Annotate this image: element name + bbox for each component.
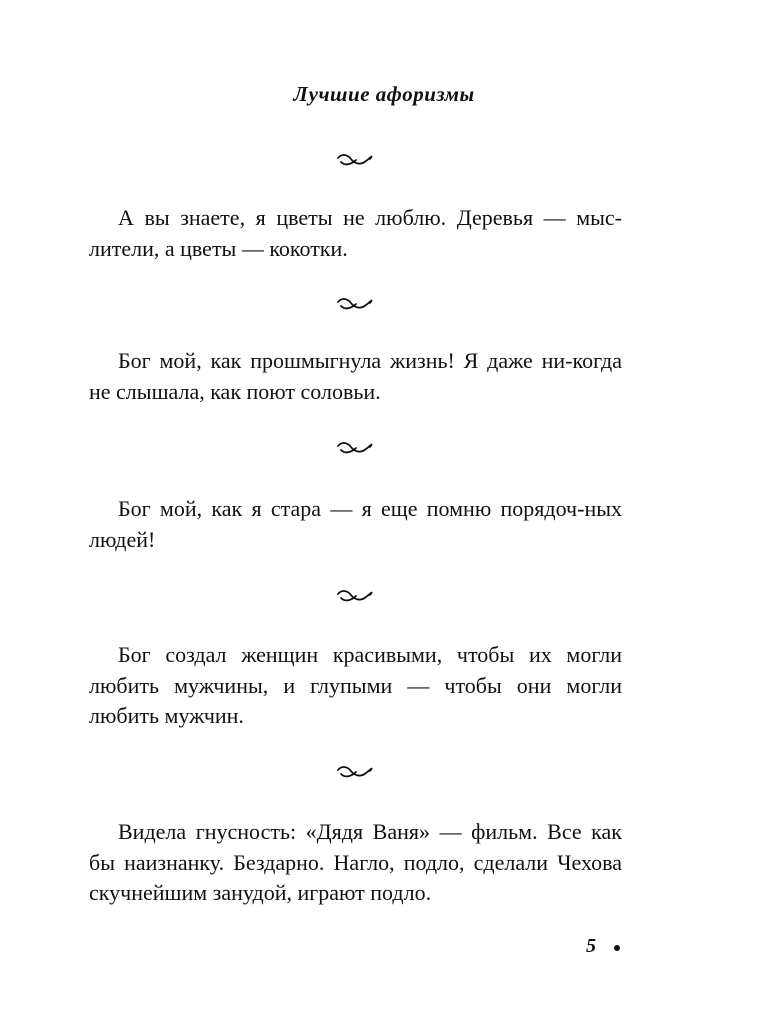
bullet-dot-icon [614, 945, 620, 951]
swash-ornament-icon [336, 440, 376, 456]
aphorism-text: Бог мой, как я стара — я еще помню порядоч-ных людей! [89, 496, 622, 552]
aphorism-text: Бог мой, как прошмыгнула жизнь! Я даже ни-когда не слышала, как поют соловьи. [89, 348, 622, 404]
swash-ornament-icon [336, 764, 376, 780]
aphorism-text: А вы знаете, я цветы не люблю. Деревья — мыс-лители, а цветы — кокотки. [89, 205, 622, 261]
page-number: 5 [586, 935, 596, 957]
swash-ornament-icon [336, 152, 376, 168]
swash-ornament-icon [336, 588, 376, 604]
aphorism-text: Бог создал женщин красивыми, чтобы их могли любить мужчины, и глупыми — чтобы они могли любить мужчин. [89, 642, 622, 728]
swash-ornament-icon [336, 296, 376, 312]
aphorism-text: Видела гнусность: «Дядя Ваня» — фильм. Все как бы наизнанку. Бездарно. Нагло, подло, сделали Чехова скучнейшим занудой, играют подло. [89, 819, 622, 905]
running-head: Лучшие афоризмы [293, 82, 475, 106]
